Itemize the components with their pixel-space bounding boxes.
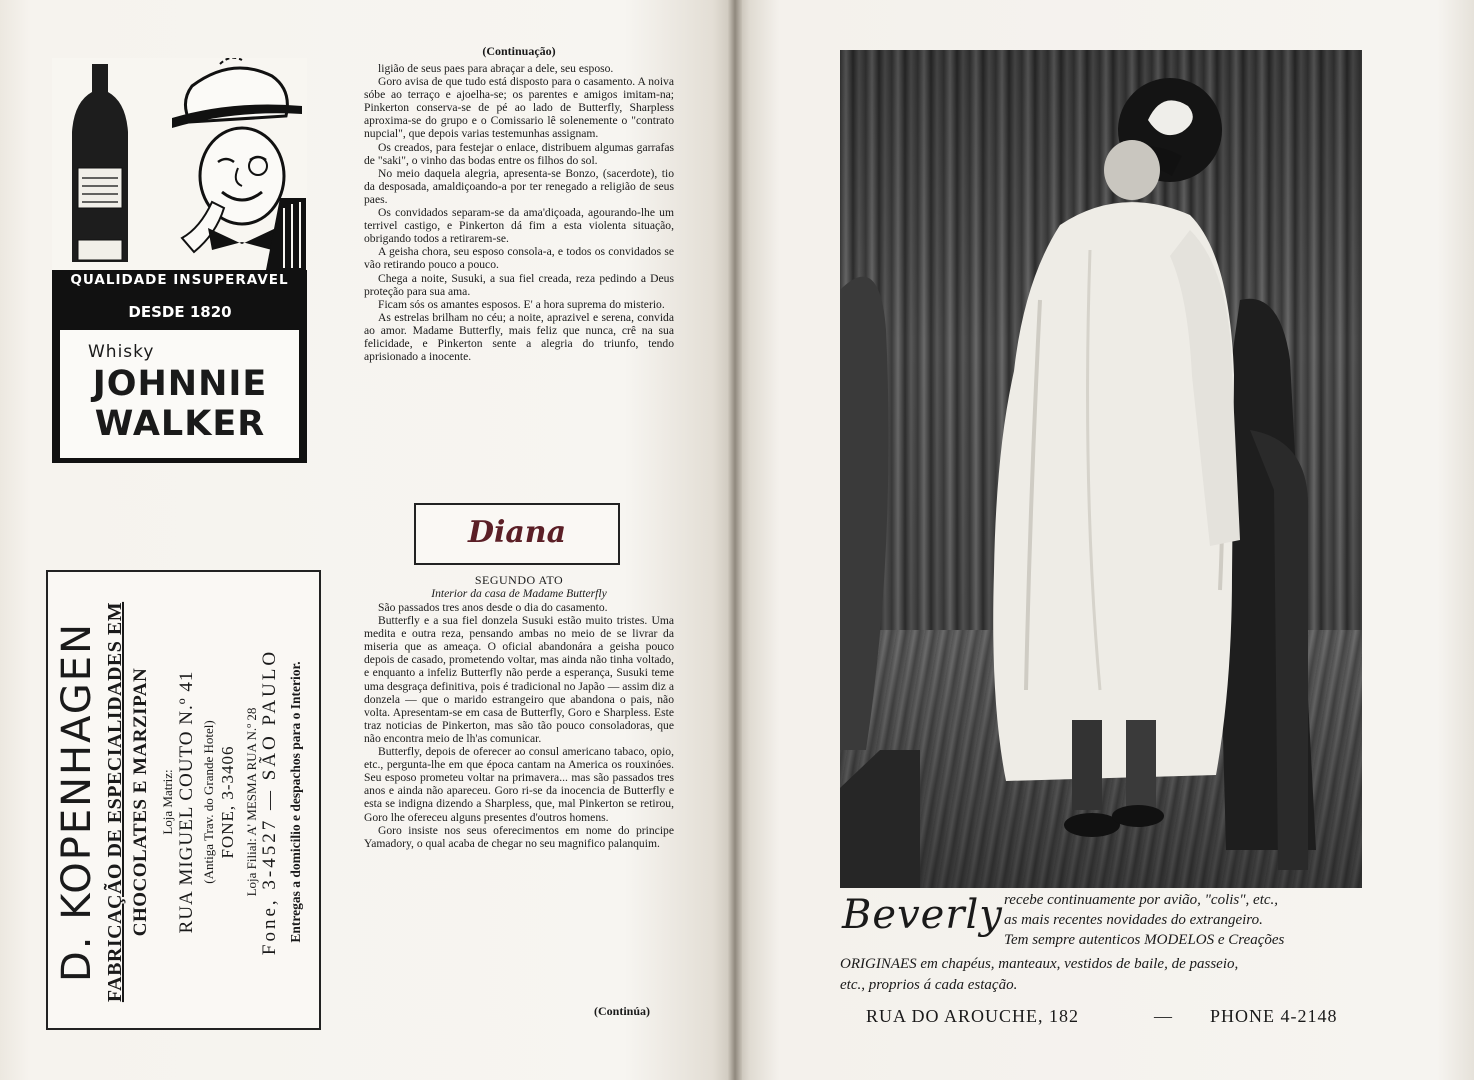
jw-brand-line-2: WALKER bbox=[94, 404, 266, 444]
beverly-text-line-4: ORIGINAES em chapéus, manteaux, vestidos de baile, de passeio, bbox=[840, 956, 1239, 972]
jw-brand-box bbox=[60, 330, 299, 458]
johnnie-walker-panel bbox=[52, 270, 307, 463]
jw-since-text: DESDE 1820 bbox=[94, 298, 266, 326]
act1-paragraph: A geisha chora, seu esposo consola-a, e todos os convidados se vão retirando pouco a pouco. bbox=[364, 245, 674, 272]
beverly-text-line-5: etc., proprios á cada estação. bbox=[840, 977, 1018, 993]
act2-text bbox=[364, 601, 674, 850]
beverly-text-line-1: recebe continuamente por avião, "colis", etc., bbox=[1004, 892, 1279, 908]
act1-paragraph: Os creados, para festejar o enlace, distribuem algumas garrafas de "saki", o vinho das bodas entre os filhos do sol. bbox=[364, 140, 674, 167]
act1-paragraph: Goro avisa de que tudo está disposto para o casamento. A noiva sóbe ao terraço e ajoelha-se; os parentes e amigos imitam-na; Pinkerton conserva-se de pé ao lado de Butterfly, Sharpless aproxima-se do grupo e o Comissario lê solenemente o "contrato nupcial", que depois varias testemunhas assignam. bbox=[364, 75, 674, 141]
kop-line-1: FABRICAÇÃO DE ESPECIALIDADES EM bbox=[104, 601, 126, 1003]
jw-whisky-text: Whisky bbox=[88, 342, 155, 362]
kop-filial: Loja Filial: A' MESMA RUA N.º 28 bbox=[244, 707, 259, 897]
kop-line-2: CHOCOLATES E MARZIPAN bbox=[130, 667, 151, 937]
beverly-separator: — bbox=[1154, 1006, 1172, 1026]
kop-name: D. KOPENHAGEN bbox=[54, 622, 100, 983]
act1-paragraph: Os convidados separam-se da ama'diçoada, agourando-lhe um terrivel castigo, e Pinkerton dá fim a esta violenta situação, obrigando todos a retirarem-se. bbox=[364, 206, 674, 246]
continuation-header: (Continuação) bbox=[482, 44, 556, 58]
diana-ad bbox=[414, 503, 620, 565]
jw-quality-text: QUALIDADE INSUPERAVEL bbox=[70, 272, 289, 288]
kop-phone-2: Fone, 3-4527 — SÃO PAULO bbox=[259, 648, 280, 956]
photo-figure bbox=[840, 50, 1362, 888]
act1-text bbox=[364, 62, 674, 363]
johnnie-walker-ad bbox=[52, 58, 307, 463]
book-gutter bbox=[728, 0, 742, 1080]
kop-delivery: Entregas a domicilio e despachos para o Interior. bbox=[288, 661, 303, 943]
act1-paragraph: Chega a noite, Susuki, a sua fiel creada, reza pedindo a Deus proteção para sua ama. bbox=[364, 271, 674, 298]
act1-paragraph: No meio daquela alegria, apresenta-se Bonzo, (sacerdote), tio da desposada, amaldiçoando-a por ter renegado a religião de seus paes. bbox=[364, 166, 674, 206]
act1-paragraph: Ficam sós os amantes esposos. E' a hora suprema do misterio. bbox=[378, 297, 665, 311]
kop-matriz-label: Loja Matriz: bbox=[160, 769, 175, 835]
act2-paragraph: Butterfly, depois de oferecer ao consul americano tabaco, opio, etc., pergunta-lhe em que época cantam na America os rouxinóes. Seu esposo prometeu voltar na primavera... mas são passados tres anos e ainda não apareceu. Goro ri-se da inocencia de Butterfly e esta se indigna dizendo a Sharpless, que, mal Pinkerton se retirou, Goro lhe ofereceu alguns presentes d'outros homens. bbox=[364, 745, 674, 824]
kop-phone-1: FONE, 3-3406 bbox=[218, 745, 237, 859]
beverly-photo bbox=[840, 50, 1362, 888]
act1-paragraph: As estrelas brilham no céu; a noite, aprazivel e serena, convida ao amor. Madame Butterfly, mais feliz que nunca, crê na sua felicidade, e Pinkerton sente a alegria do triunfo, tendo aprisionado a inocente. bbox=[364, 310, 674, 364]
beverly-logo: Beverly bbox=[842, 892, 1003, 938]
continues-note: (Continúa) bbox=[593, 1004, 650, 1018]
kopenhagen-ad bbox=[46, 570, 321, 1030]
kop-address-note: (Antiga Trav. do Grande Hotel) bbox=[201, 720, 216, 884]
act2-title: SEGUNDO ATO bbox=[474, 573, 564, 587]
act2-paragraph: Goro insiste nos seus oferecimentos em nome do principe Yamadory, o qual acaba de chegar no seu magnifico palanquim. bbox=[364, 823, 674, 850]
beverly-text-line-2: as mais recentes novidades do extrangeiro. bbox=[1004, 912, 1263, 928]
act2-paragraph: São passados tres anos desde o dia do casamento. bbox=[378, 601, 608, 614]
beverly-text-line-3: Tem sempre autenticos MODELOS e Creações bbox=[1004, 932, 1285, 948]
kop-address: RUA MIGUEL COUTO N.º 41 bbox=[176, 670, 197, 934]
beverly-address: RUA DO AROUCHE, 182 bbox=[866, 1006, 1080, 1026]
johnnie-walker-illustration bbox=[52, 58, 307, 270]
diana-logo: Diana bbox=[467, 515, 567, 550]
act1-paragraph: ligião de seus paes para abraçar a dele, seu esposo. bbox=[378, 62, 614, 75]
jw-brand-line-1: JOHNNIE bbox=[92, 364, 268, 404]
act2-subtitle: Interior da casa de Madame Butterfly bbox=[431, 587, 607, 600]
kopenhagen-rotated-block bbox=[48, 572, 321, 1030]
beverly-phone: PHONE 4-2148 bbox=[1210, 1006, 1338, 1026]
act2-paragraph: Butterfly e a sua fiel donzela Susuki estão muito tristes. Uma medita e outra reza, pensando ambas no meio de se livrar da miseria que as ameaça. O oficial abandonára a geisha pouco depois de casado, prometendo voltar, mas ainda não tinha voltado, e enquanto a infeliz Butterfly não perde a esperança, Susuki teme uma desgraça definitiva, pois é tradicional no Japão — assim diz a donzela — que o marido estrangeiro que abandona o pais, não volta. Apresentam-se em casa de Butterfly, Goro e Sharpless. Este traz noticias de Pinkerton, mas são tão pouco consoladoras, que não encontra meio de lh'as comunicar. bbox=[364, 614, 674, 745]
